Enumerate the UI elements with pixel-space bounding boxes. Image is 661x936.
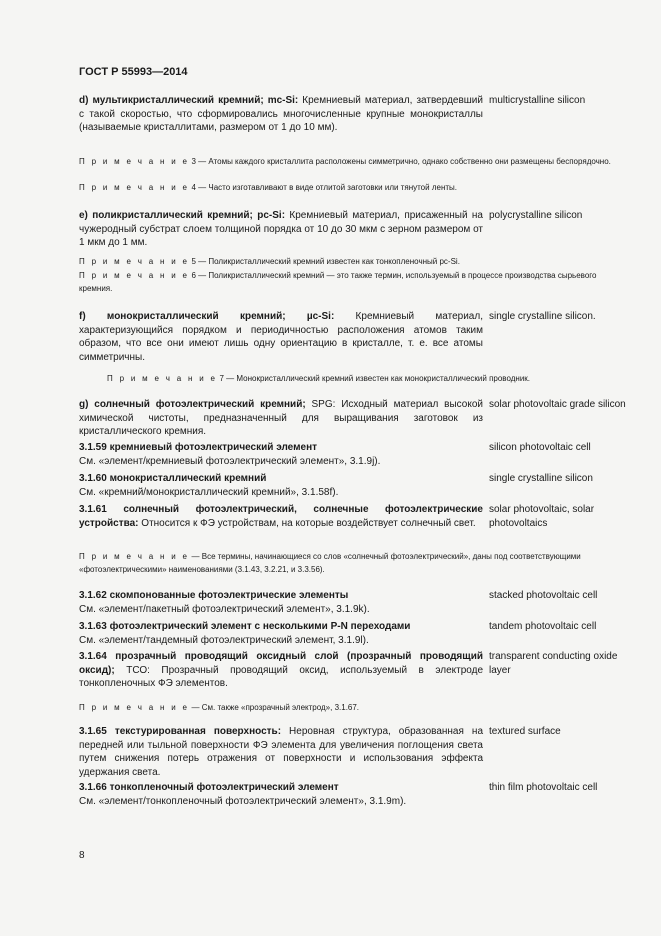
term-entry-f: f) монокристаллический кремний; µc-Si: Кремниевый материал, характеризующийся порядком и периодичностью расположения атомов таким образом, что все они имеют лишь одну ориентацию в кристалле, т. е. все атомы симметричны. [79, 311, 483, 363]
term-entry-3-1-63: 3.1.63 фотоэлектрический элемент с несколькими P-N переходами См. «элемент/тандемный фотоэлектрический элемент, 3.1.9l). [79, 621, 411, 646]
term-entry-3-1-65: 3.1.65 текстурированная поверхность: Неровная структура, образованная на передней или тыльной поверхности ФЭ элемента для увеличения поглощения света путем снижения потерь отражения от поверхности и использования эффекта удержания света. [79, 726, 484, 778]
english-term-3-1-60: single crystalline silicon [489, 473, 593, 484]
english-term-3-1-61: solar photovoltaic, solar photovoltaics [489, 504, 595, 529]
term-entry-d: d) мультикристаллический кремний; mc-Si: Кремниевый материал, затвердевший с такой скоростью, что сформировались многочисленные крупные монокристаллы (называемые кристаллитами, размером от 1 до 10 мм). [79, 95, 483, 134]
note-tco: П р и м е ч а н и е — См. также «прозрачный электрод», 3.1.67. [79, 703, 360, 712]
english-term-3-1-66: thin film photovoltaic cell [489, 782, 598, 793]
note-5: П р и м е ч а н и е 5 — Поликристаллический кремний известен как тонкопленочный pc-Si. [79, 257, 460, 266]
english-term-d: multicrystalline silicon [489, 95, 586, 106]
term-entry-3-1-61: 3.1.61 солнечный фотоэлектрический, солнечные фотоэлектрические устройства: Относится к ФЭ устройствам, на которые воздействует солнечный свет. [79, 504, 483, 529]
note-4: П р и м е ч а н и е 4 — Часто изготавливают в виде отлитой заготовки или тянутой ленты. [79, 183, 457, 192]
english-term-3-1-63: tandem photovoltaic cell [489, 621, 597, 632]
term-entry-3-1-60: 3.1.60 монокристаллический кремний См. «кремний/монокристаллический кремний», 3.1.58f). [79, 473, 339, 498]
english-term-3-1-64: transparent conducting oxide layer [489, 651, 618, 676]
english-term-f: single crystalline silicon. [489, 311, 596, 322]
english-term-3-1-62: stacked photovoltaic cell [489, 590, 598, 601]
note-6: П р и м е ч а н и е 6 — Поликристаллический кремний — это также термин, используемый в процессе производства сырьевого кремния. [79, 271, 597, 293]
term-entry-3-1-59: 3.1.59 кремниевый фотоэлектрический элемент См. «элемент/кремниевый фотоэлектрический элемент», 3.1.9j). [79, 442, 381, 467]
english-term-e: polycrystalline silicon [489, 210, 583, 221]
note-solar-terms: П р и м е ч а н и е — Все термины, начинающиеся со слов «солнечный фотоэлектрический», даны под соответствующими «фотоэлектрическими» наименованиями (3.1.43, 3.2.21, и 3.3.56). [79, 552, 581, 574]
term-entry-3-1-66: 3.1.66 тонкопленочный фотоэлектрический элемент См. «элемент/тонкопленочный фотоэлектрический элемент», 3.1.9m). [79, 782, 407, 807]
term-entry-e: e) поликристаллический кремний; pc-Si: Кремниевый материал, присаженный на чужеродный субстрат слоем толщиной порядка от 10 до 30 мкм с зерном размером от 1 мкм до 1 мм. [79, 210, 483, 249]
page-number: 8 [79, 850, 85, 861]
note-7: П р и м е ч а н и е 7 — Монокристаллический кремний известен как монокристаллический проводник. [107, 374, 531, 383]
document-header: ГОСТ Р 55993—2014 [79, 66, 188, 78]
term-entry-3-1-64: 3.1.64 прозрачный проводящий оксидный слой (прозрачный проводящий оксид); ТСО: Прозрачный проводящий оксид, используемый в электроде тонкопленочных ФЭ элементов. [79, 651, 483, 690]
english-term-3-1-59: silicon photovoltaic cell [489, 442, 591, 453]
english-term-3-1-65: textured surface [489, 726, 561, 737]
note-3: П р и м е ч а н и е 3 — Атомы каждого кристаллита расположены симметрично, однако собственно они размещены беспорядочно. [79, 157, 611, 166]
term-entry-3-1-62: 3.1.62 скомпонованные фотоэлектрические элементы См. «элемент/пакетный фотоэлектрический элемент», 3.1.9k). [79, 590, 370, 615]
english-term-g: solar photovoltaic grade silicon [489, 399, 626, 410]
term-entry-g: g) солнечный фотоэлектрический кремний; SPG: Исходный материал высокой химической чистоты, предназначенный для выращивания заготовок из кристаллического кремния. [79, 399, 483, 438]
